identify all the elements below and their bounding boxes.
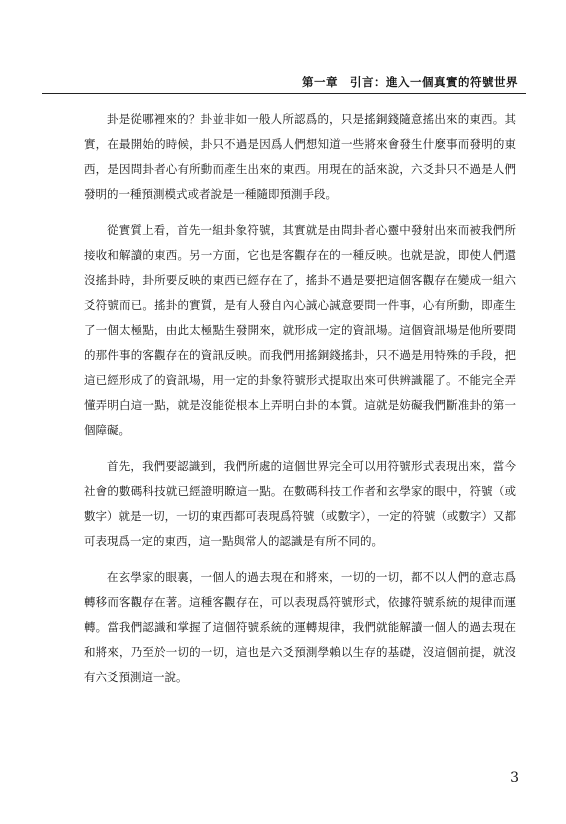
paragraph: 首先，我們要認識到，我們所處的這個世界完全可以用符號形式表現出來，當今社會的數碼科技就已經證明瞭這一點。在數碼科技工作者和玄學家的眼中，符號（或數字）就是一切，一切的東西都可表現爲符號（或數字），一定的符號（或數字）又都可表現爲一定的東西，這一點與常人的認識是有所不同的。 (84, 459, 516, 548)
running-header: 第一章 引言：進入一個真實的符號世界 (302, 75, 518, 89)
header-rule (42, 93, 526, 94)
paragraph: 卦是從哪裡來的？卦並非如一般人所認爲的，只是搖銅錢隨意搖出來的東西。其實，在最開始的時候，卦只不過是因爲人們想知道一些將來會發生什麼事而發明的東西，是因問卦者心有所動而產生出來的東西。用現在的話來說，六爻卦只不過是人們發明的一種預測模式或者說是一種隨即預測手段。 (84, 112, 516, 201)
page-number: 3 (510, 770, 519, 786)
paragraph: 從實質上看，首先一組卦象符號，其實就是由問卦者心靈中發射出來而被我們所接收和解讀的東西。另一方面，它也是客觀存在的一種反映。也就是說，即使人們還沒搖卦時，卦所要反映的東西已經存在了，搖卦不過是要把這個客觀存在變成一組六爻符號而已。搖卦的實質，是有人發自內心誠心誠意要問一件事，心有所動，即產生了一個太極點，由此太極點生發開來，就形成一定的資訊場。這個資訊場是他所要問的那件事的客觀存在的資訊反映。而我們用搖銅錢搖卦，只不過是用特殊的手段，把這已經形成了的資訊場，用一定的卦象符號形式提取出來可供辨識罷了。不能完全弄懂弄明白這一點，就是沒能從根本上弄明白卦的本質。這就是妨礙我們斷准卦的第一個障礙。 (84, 223, 516, 437)
body-text (84, 107, 516, 701)
paragraph: 在玄學家的眼裏，一個人的過去現在和將來，一切的一切，都不以人們的意志爲轉移而客觀存在著。這種客觀存在，可以表現爲符號形式，依據符號系統的規律而運轉。當我們認識和掌握了這個符號系統的運轉規律，我們就能解讀一個人的過去現在和將來，乃至於一切的一切，這也是六爻預測學賴以生存的基礎，沒這個前提，就沒有六爻預測這一說。 (84, 570, 516, 684)
